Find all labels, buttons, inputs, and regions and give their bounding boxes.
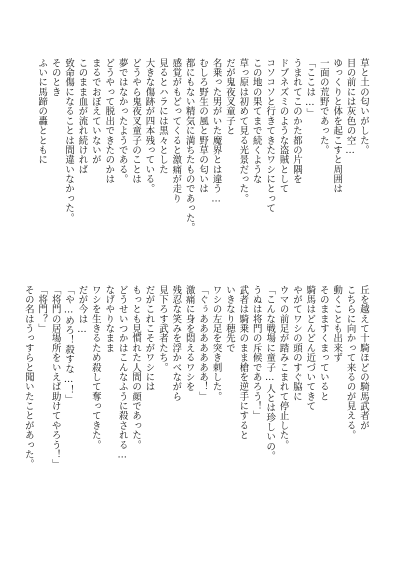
lower-text-line: なげやりなまま	[103, 285, 115, 353]
lower-text-line: 激痛に身を悶えるワシを	[183, 285, 195, 392]
lower-text-line: うぬは将門の斥候であろう！」	[250, 285, 262, 421]
lower-text-line: だがこれこそがワシには	[143, 285, 155, 392]
upper-text-line: 致命傷になることは間違いなかった。	[63, 58, 75, 223]
upper-text-line: ドブネズミのような盗賊として	[277, 58, 289, 194]
upper-text-line: ふいに馬蹄の轟とともに	[36, 58, 48, 165]
upper-text-line: 名乗った男がいた魔界とは違う…	[210, 58, 222, 205]
lower-text-line: 丘を越えて十騎ほどの騎馬武者が	[358, 285, 369, 431]
upper-text-line: うまれてこのかた都の片隅を	[290, 58, 302, 184]
text-block-upper	[36, 58, 370, 290]
lower-text-line: そのまますくまっていると	[317, 285, 329, 402]
lower-text-line: 「こんな戦場に童子…人とは珍しいの。	[264, 285, 276, 462]
upper-text-line: ゆっくりと体を起こすと周囲は	[331, 58, 343, 194]
lower-text-line: 武者は騎乗のまま槍を逆手にすると	[237, 285, 249, 441]
lower-text-line: 見下ろす武者たち。	[156, 285, 168, 373]
upper-text-line: 目の前には灰色の空…	[344, 58, 356, 157]
upper-text-line: 感覚がもどってくると激痛が走り	[170, 58, 182, 204]
upper-text-line: 大きな傷跡が四本残っている。	[143, 58, 155, 194]
upper-text-line: むしろ野生の風と野草の匂いは	[197, 58, 209, 194]
upper-text-line: 都にもない精気に満ちたものであった。	[183, 58, 195, 233]
upper-text-line: このまま血が流れ続ければ	[76, 58, 88, 175]
text-block-lower	[22, 285, 370, 495]
lower-text-line: 「ぐぅあああああああ！」	[197, 285, 209, 402]
lower-text-line: どうせいつかはこんなふうに殺される…	[116, 285, 128, 462]
lower-text-line: 「や…めろ！殺すな…！」	[63, 285, 75, 405]
lower-text-line: こちらに向かって来るのが見える。	[344, 285, 356, 441]
lower-text-line: ウマの前足が踏みこまれて停止した。	[277, 285, 289, 450]
lower-text-line: ワシの左足を突き刺した。	[210, 285, 222, 402]
lower-text-line: もっとも見慣れた人間の顔であった。	[130, 285, 142, 450]
upper-text-line: まるでおぼえていないが	[89, 58, 101, 165]
lower-text-line: ワシを生きるため殺して奪ってきた。	[89, 285, 101, 450]
upper-text-line: 草と土の匂いがした。	[358, 58, 369, 155]
upper-text-line: この地の果てまで続くような	[250, 58, 262, 184]
upper-text-line: 見るとハラには黒々とした	[156, 58, 168, 175]
upper-text-line: どうやら鬼夜叉童子のことは	[130, 58, 142, 184]
lower-text-line: 動くことも出来ず	[331, 285, 343, 363]
upper-text-line: どうやって脱出できたのかは	[103, 58, 115, 184]
upper-text-line: そのとき	[49, 58, 61, 97]
upper-text-line: だが鬼夜叉童子と	[223, 58, 235, 136]
lower-text-line: その名はうっすらと聞いたことがあった。	[22, 285, 34, 470]
lower-text-line: 残忍な笑みを浮かべながら	[170, 285, 182, 402]
lower-text-line: だが今は…	[76, 285, 88, 336]
lower-text-line: 「将門？」	[36, 285, 48, 334]
lower-text-line: いきなり穂先で	[223, 285, 235, 353]
upper-text-line: 草っ原は初めて見る光景だった。	[237, 58, 249, 204]
upper-text-line: コソコソと行きてきたワシにとって	[264, 58, 276, 214]
upper-text-line: 一面の荒野であった。	[317, 58, 329, 155]
upper-text-line: 夢ではなかったようである。	[116, 58, 128, 184]
lower-text-line: 騎馬はどんどん近づいてきて	[304, 285, 316, 411]
upper-text-line: 「ここは…」	[304, 58, 316, 118]
lower-text-line: 「将門の居場所をいえば助けてやろう！」	[49, 285, 61, 470]
lower-text-line: やがてワシの頭のすぐ脇に	[290, 285, 302, 402]
